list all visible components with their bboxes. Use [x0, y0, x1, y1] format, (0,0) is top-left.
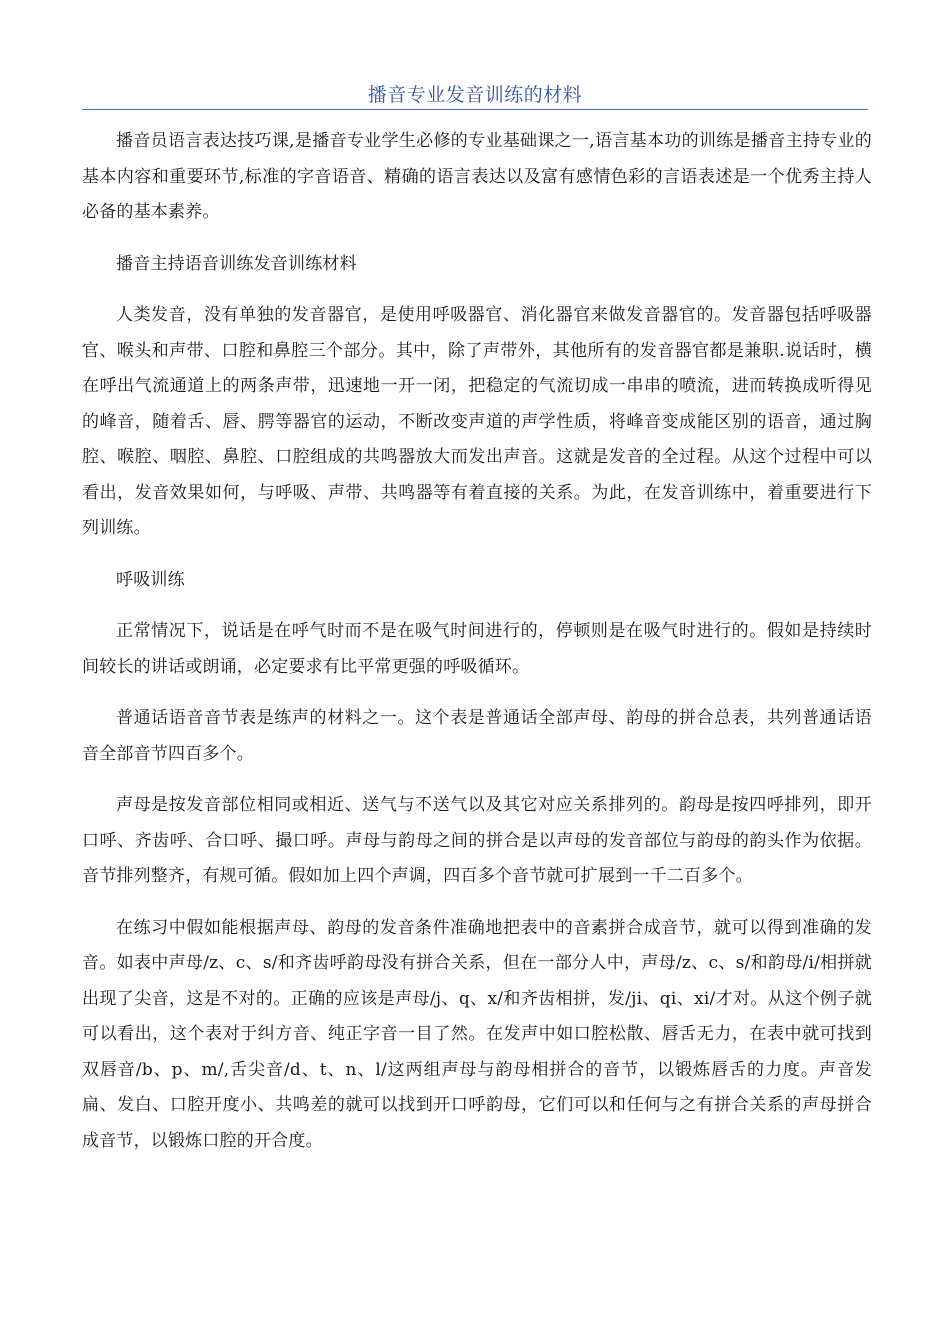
paragraph-syllable-table: 普通话语音音节表是练声的材料之一。这个表是普通话全部声母、韵母的拼合总表，共列普通话语音全部音节四百多个。: [82, 708, 872, 764]
paragraph-intro: 播音员语言表达技巧课,是播音专业学生必修的专业基础课之一,语言基本功的训练是播音主持专业的基本内容和重要环节,标准的字音语音、精确的语言表达以及富有感情色彩的言语表述是一个优秀主持人必备的基本素养。: [82, 131, 872, 222]
section-heading-breathing: 呼吸训练: [116, 569, 185, 590]
section-heading-training-material: 播音主持语音训练发音训练材料: [116, 253, 357, 274]
title-underline: [82, 109, 868, 110]
document-title: 播音专业发音训练的材料: [367, 84, 583, 106]
paragraph-initials-finals: 声母是按发音部位相同或相近、送气与不送气以及其它对应关系排列的。韵母是按四呼排列，即开口呼、齐齿呼、合口呼、撮口呼。声母与韵母之间的拼合是以声母的发音部位与韵母的韵头作为依据。音节排列整齐，有规可循。假如加上四个声调，四百多个音节就可扩展到一千二百多个。: [82, 795, 872, 886]
document-body: [82, 124, 872, 1175]
paragraph-breathing: 正常情况下，说话是在呼气时而不是在吸气时间进行的，停顿则是在吸气时进行的。假如是持续时间较长的讲话或朗诵，必定要求有比平常更强的呼吸循环。: [82, 621, 872, 677]
paragraph-practice: 在练习中假如能根据声母、韵母的发音条件准确地把表中的音素拼合成音节，就可以得到准确的发音。如表中声母/z、c、s/和齐齿呼韵母没有拼合关系，但在一部分人中，声母/z、c、s/和韵母/i/相拼就出现了尖音，这是不对的。正确的应该是声母/j、q、x/和齐齿相拼，发/ji、qi、xi/才对。从这个例子就可以看出，这个表对于纠方音、纯正字音一目了然。在发声中如口腔松散、唇舌无力，在表中就可找到双唇音/b、p、m/,舌尖音/d、t、n、l/这两组声母与韵母相拼合的音节，以锻炼唇舌的力度。声音发扁、发白、口腔开度小、共鸣差的就可以找到开口呼韵母，它们可以和任何与之有拼合关系的声母拼合成音节，以锻炼口腔的开合度。: [82, 917, 872, 1151]
paragraph-vocal-organs: 人类发音，没有单独的发音器官，是使用呼吸器官、消化器官来做发音器官的。发音器包括呼吸器官、喉头和声带、口腔和鼻腔三个部分。其中，除了声带外，其他所有的发音器官都是兼职.说话时，横在呼出气流通道上的两条声带，迅速地一开一闭，把稳定的气流切成一串串的喷流，进而转换成听得见的峰音，随着舌、唇、腭等器官的运动，不断改变声道的声学性质，将峰音变成能区别的语音，通过胸腔、喉腔、咽腔、鼻腔、口腔组成的共鸣器放大而发出声音。这就是发音的全过程。从这个过程中可以看出，发音效果如何，与呼吸、声带、共鸣器等有着直接的关系。为此，在发音训练中，着重要进行下列训练。: [82, 305, 872, 538]
